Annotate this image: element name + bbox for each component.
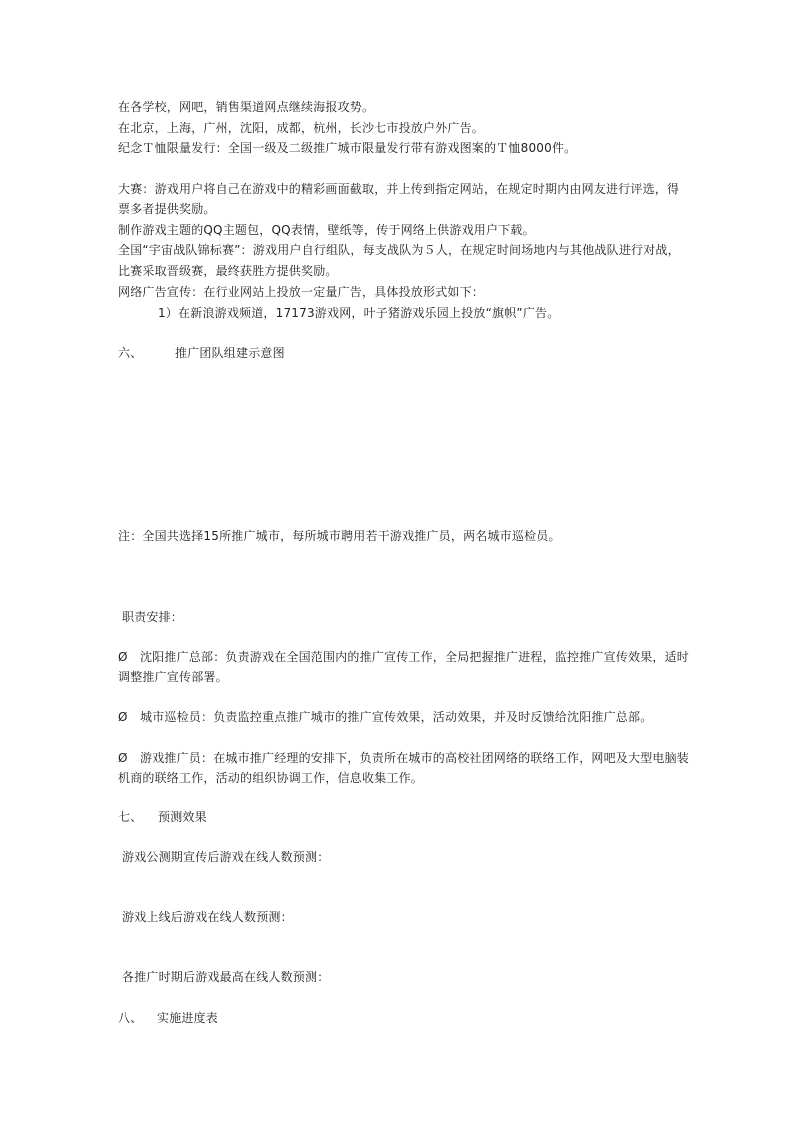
paragraph-line: 全国“宇宙战队锦标赛”：游戏用户自行组队，每支战队为５人，在规定时间场地内与其他战队进行对战， [118,243,680,257]
section-title: 推广团队组建示意图 [175,346,285,360]
paragraph-line: 比赛采取晋级赛，最终获胜方提供奖励。 [118,264,338,278]
list-item: Ø 城市巡检员：负责监控重点推广城市的推广宣传效果，活动效果，并及时反馈给沈阳推广总部。 [118,707,652,727]
section-title: 预测效果 [158,810,207,824]
section-title: 实施进度表 [157,1011,219,1025]
duties-heading: 职责安排： [122,610,184,624]
paragraph-line: 1）在新浪游戏频道，17173游戏网，叶子猪游戏乐园上投放“旗帜”广告。 [158,306,560,320]
paragraph-line: 在北京，上海，广州，沈阳，成都，杭州，长沙七市投放户外广告。 [118,121,485,135]
paragraph-line: 网络广告宣传：在行业网站上投放一定量广告，具体投放形式如下： [118,285,485,299]
bullet-icon: Ø [118,710,128,724]
section-number: 六、 [118,346,143,360]
paragraph-line: 票多者提供奖励。 [118,202,216,216]
paragraph-line: 制作游戏主题的QQ主题包，QQ表情，壁纸等，传于网络上供游戏用户下载。 [118,223,535,237]
paragraph-line: 游戏上线后游戏在线人数预测： [122,910,293,924]
section-number: 八、 [118,1011,143,1025]
bullet-icon: Ø [118,751,128,765]
section-number: 七、 [118,810,143,824]
paragraph-line: 游戏公测期宣传后游戏在线人数预测： [122,850,330,864]
section-heading-8 [118,1008,218,1028]
list-item: Ø 游戏推广员：在城市推广经理的安排下，负责所在城市的高校社团网络的联络工作，网吧及大型电脑装 [118,748,689,768]
paragraph-line: 机商的联络工作，活动的组织协调工作，信息收集工作。 [118,771,424,785]
paragraph-line: 大赛：游戏用户将自己在游戏中的精彩画面截取，并上传到指定网站，在规定时期内由网友进行评选，得 [118,182,680,196]
note-text: 注：全国共选择15所推广城市，每所城市聘用若干游戏推广员，两名城市巡检员。 [118,529,561,543]
section-heading-7 [118,807,207,827]
paragraph-line: 调整推广宣传部署。 [118,670,228,684]
section-heading-6 [118,343,285,363]
paragraph-line: 在各学校，网吧，销售渠道网点继续海报攻势。 [118,100,375,114]
paragraph-line: 纪念Ｔ恤限量发行：全国一级及二级推广城市限量发行带有游戏图案的Ｔ恤8000件。 [118,141,577,155]
list-item: Ø 沈阳推广总部：负责游戏在全国范围内的推广宣传工作，全局把握推广进程，监控推广宣传效果，适时 [118,647,689,667]
paragraph-line: 各推广时期后游戏最高在线人数预测： [122,970,330,984]
diagram-placeholder [118,370,678,520]
bullet-icon: Ø [118,650,128,664]
